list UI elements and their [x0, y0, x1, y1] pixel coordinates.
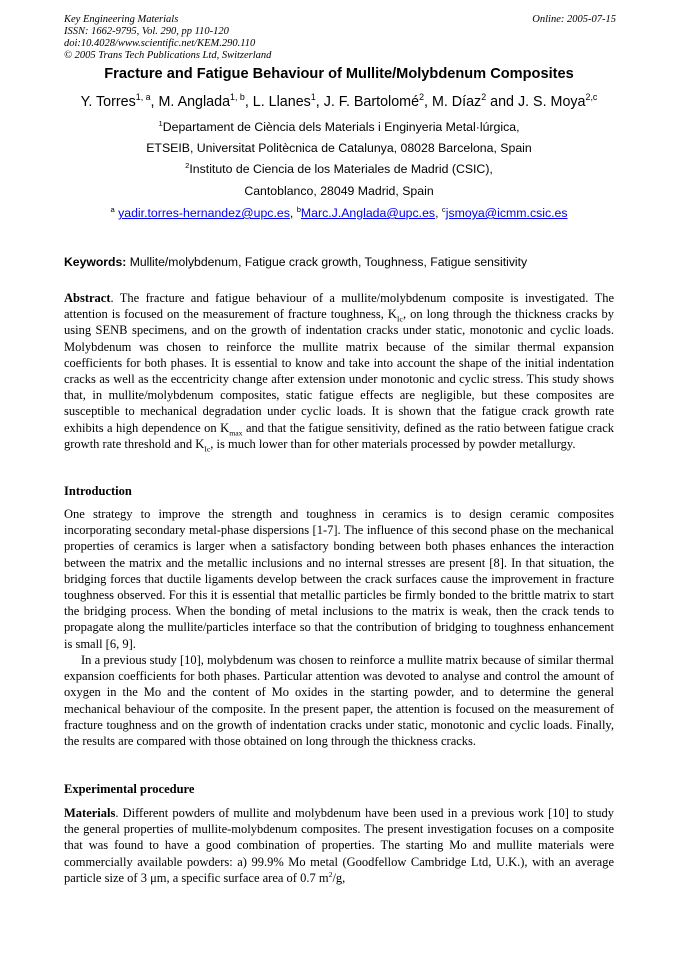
- email-link-torres[interactable]: yadir.torres-hernandez@upc.es: [118, 206, 290, 220]
- section-heading-experimental: Experimental procedure: [64, 782, 195, 796]
- journal-header: [64, 14, 616, 62]
- online-date: Online: 2005-07-15: [532, 14, 616, 25]
- keywords-text: Mullite/molybdenum, Fatigue crack growth, Toughness, Fatigue sensitivity: [129, 255, 528, 269]
- abstract-label: Abstract: [64, 291, 111, 305]
- paper-title: Fracture and Fatigue Behaviour of Mullite/Molybdenum Composites: [104, 66, 574, 82]
- introduction-paragraph-2: In a previous study [10], molybdenum was chosen to reinforce a mullite matrix because of similar thermal expansion coefficients for both phases. Particular attention was devoted to analyse and control the amount of oxygen in the Mo and the content of Mo oxides in the starting powder, and to determine the general mechanical behaviour of the composite. In the present paper, the attention is focused on the measurement of fracture toughness and on the growth of indentation cracks under static, monotonic and cyclic loads. Finally, the results are compared with those obtained on long through the thickness cracks.: [64, 653, 614, 749]
- email-list: $^a$ yadir.torres-hernandez@upc.es, $^b$Marc.J.Anglada@upc.es, $^c$jsmoya@icmm.csic.es: [110, 204, 568, 220]
- keywords: [64, 255, 624, 269]
- issn-line: ISSN: 1662-9795, Vol. 290, pp 110-120: [64, 26, 229, 37]
- author: Y. Torres$^{1, a}$: [80, 92, 151, 110]
- affiliation-2-line-2: Cantoblanco, 28049 Madrid, Spain: [244, 184, 434, 198]
- author: J. F. Bartolomé$^2$: [323, 92, 424, 110]
- author: M. Díaz$^2$: [431, 92, 487, 110]
- materials-paragraph: Materials. Different powders of mullite and molybdenum have been used in a previous work [10] to study the general properties of mullite-molybdenum composites. The present investigation focuses on a composite that was found to have a good combination of properties. The starting Mo and mullite materials were commercially available powders: a) 99.9% Mo metal (Goodfellow Cambridge Ltd, U.K.), with an average particle size of 3 μm, a specific surface area of 0.7 $m^2/g$,: [64, 806, 614, 885]
- section-heading-introduction: Introduction: [64, 484, 132, 498]
- author: L. Llanes$^1$: [252, 92, 316, 110]
- author: M. Anglada$^{1, b}$: [158, 92, 245, 110]
- copyright-line: © 2005 Trans Tech Publications Ltd, Switzerland: [64, 50, 272, 61]
- email-link-moya[interactable]: jsmoya@icmm.csic.es: [445, 206, 568, 220]
- affiliation-1-line-1: $^1$Departament de Ciència dels Materials i Enginyeria Metal·lúrgica,: [158, 118, 520, 134]
- email-link-anglada[interactable]: Marc.J.Anglada@upc.es: [300, 206, 436, 220]
- affiliation-2-line-1: $^2$Instituto de Ciencia de los Materiales de Madrid (CSIC),: [185, 160, 493, 176]
- author: J. S. Moya$^{2,c}$: [517, 92, 598, 110]
- introduction-paragraph-1: One strategy to improve the strength and toughness in ceramics is to design ceramic composites incorporating secondary metal-phase dispersions [1-7]. The influence of this second phase on the mechanical properties of ceramics is larger when a satisfactory bonding between both phases enhances the interaction between the matrix and the metallic inclusions and no internal stresses are present [8]. In that situation, the bridging forces that ductile ligaments develop between the crack surfaces cause the improvement in fracture toughness observed. For this it is essential that metallic particles be firmly bonded to the brittle matrix to start the bridging process. When the bonding of metal inclusions to the matrix is weak, then the crack tends to propagate along the mullite/particles interface so that the contribution of bridging to toughness enhancement is small [6, 9].: [64, 507, 614, 651]
- doi-line: doi:10.4028/www.scientific.net/KEM.290.110: [64, 38, 256, 49]
- keywords-label: Keywords:: [64, 255, 127, 269]
- author-list: Y. Torres$^{1, a}$, M. Anglada$^{1, b}$, L. Llanes$^1$, J. F. Bartolomé$^2$, M. Díaz$^2$ and J. S. Moya$^{2,c}$: [80, 92, 598, 110]
- journal-name: Key Engineering Materials: [64, 14, 179, 25]
- abstract: Abstract. The fracture and fatigue behaviour of a mullite/molybdenum composite is investigated. The attention is focused on the measurement of fracture toughness, $K_{Ic}$, on long through the thickness cracks by using SENB specimens, and on the growth of indentation cracks under static, monotonic and cyclic loads. Molybdenum was chosen to reinforce the mullite matrix because of the similar thermal expansion coefficients for both phases. It is essential to know and take into account the shape of the initial indentation cracks as well as the eccentricity change after extension under monotonic and cyclic stress. This study shows that, in mullite/molybdenum composites, static fatigue effects are negligible, but these composites are susceptible to mechanical degradation under cyclic loads. It is shown that the fatigue crack growth rate exhibits a high dependence on $K_{max}$ and that the fatigue sensitivity, defined as the ratio between fatigue crack growth rate threshold and $K_{Ic}$, is much lower than for other materials processed by powder metallurgy.: [64, 291, 615, 454]
- affiliation-1-line-2: ETSEIB, Universitat Politècnica de Catalunya, 08028 Barcelona, Spain: [146, 141, 532, 155]
- materials-label: Materials: [64, 806, 116, 820]
